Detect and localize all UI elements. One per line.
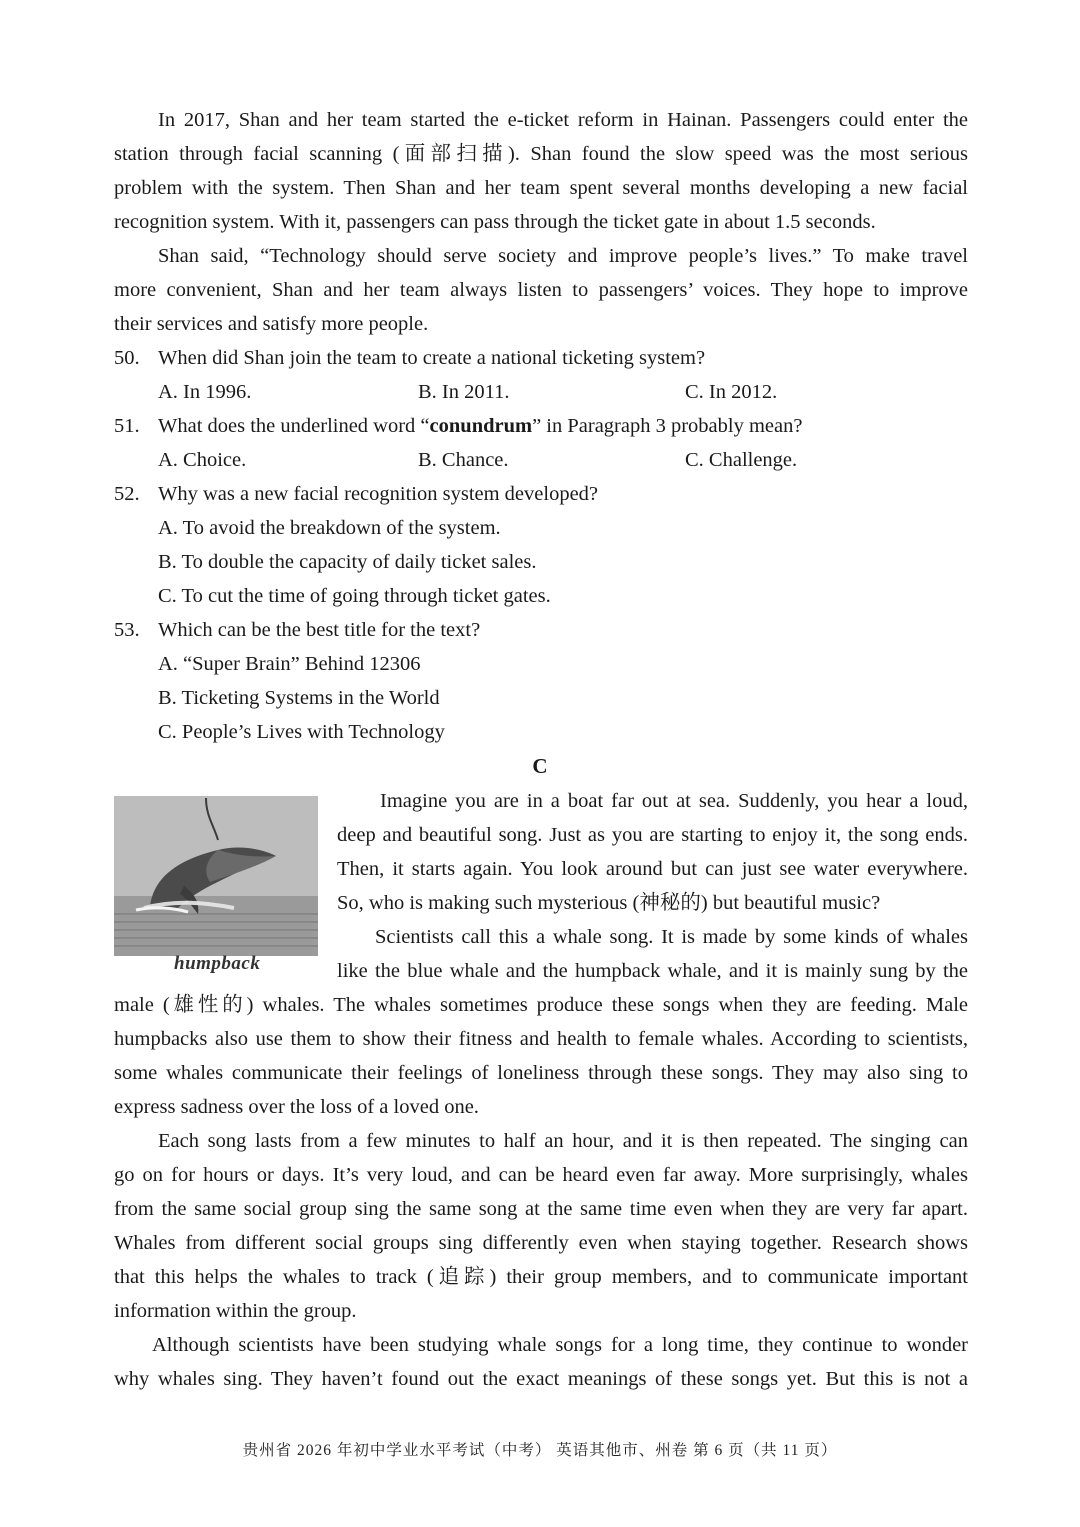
question-number: 51. [114,415,140,437]
passage-line: So, who is making such mysterious (神秘的) but beautiful music? [337,892,881,914]
passage-line: some whales communicate their feelings of loneliness through these songs. They may also sing to [114,1062,968,1084]
passage-line: Imagine you are in a boat far out at sea. Suddenly, you hear a loud, [380,790,968,812]
passage-line: that this helps the whales to track (追踪) their group members, and to communicate important [114,1266,968,1288]
whale-image [114,796,318,956]
image-caption: humpback [174,953,261,974]
passage-line: more convenient, Shan and her team always listen to passengers’ voices. They hope to improve [114,279,968,301]
option-c: C. Challenge. [685,449,798,471]
question-number: 53. [114,619,140,641]
passage-line: express sadness over the loss of a loved one. [114,1096,479,1118]
humpback-whale-icon [114,796,318,956]
option-c: C. In 2012. [685,381,778,403]
question-text: Which can be the best title for the text? [158,619,481,641]
passage-line: humpbacks also use them to show their fitness and health to female whales. According to scientists, [114,1028,968,1050]
passage-line: their services and satisfy more people. [114,313,429,335]
passage-line: Each song lasts from a few minutes to half an hour, and it is then repeated. The singing can [158,1130,968,1152]
question-number: 52. [114,483,140,505]
passage-line: recognition system. With it, passengers can pass through the ticket gate in about 1.5 seconds. [114,211,876,233]
option-a: A. “Super Brain” Behind 12306 [158,653,421,675]
question-text [158,409,802,443]
question-number: 50. [114,347,140,369]
option-a: A. Choice. [158,449,247,471]
passage-line: male (雄性的) whales. The whales sometimes produce these songs when they are feeding. Male [114,994,968,1016]
passage-line: why whales sing. They haven’t found out the exact meanings of these songs yet. But this is not a [114,1368,968,1390]
passage-line: problem with the system. Then Shan and her team spent several months developing a new facial [114,177,968,199]
option-a: A. In 1996. [158,381,252,403]
option-c: C. People’s Lives with Technology [158,721,445,743]
passage-line: information within the group. [114,1300,357,1322]
option-b: B. In 2011. [418,381,510,403]
passage-line: Whales from different social groups sing differently even when staying together. Research shows [114,1232,968,1254]
question-text: Why was a new facial recognition system developed? [158,483,599,505]
option-b: B. Ticketing Systems in the World [158,687,440,709]
option-b: B. Chance. [418,449,509,471]
passage-line: from the same social group sing the same song at the same time even when they are very far apart. [114,1198,968,1220]
passage-line: deep and beautiful song. Just as you are starting to enjoy it, the song ends. [337,824,968,846]
passage-line: In 2017, Shan and her team started the e-ticket reform in Hainan. Passengers could enter the [158,109,968,131]
section-label: C [532,754,548,778]
option-a: A. To avoid the breakdown of the system. [158,517,501,539]
passage-line: Shan said, “Technology should serve society and improve people’s lives.” To make travel [158,245,968,267]
passage-line: Although scientists have been studying whale songs for a long time, they continue to wonder [152,1334,968,1356]
option-b: B. To double the capacity of daily ticket sales. [158,551,537,573]
question-text-before: What does the underlined word “ [158,415,430,437]
page-footer: 贵州省 2026 年初中学业水平考试（中考） 英语其他市、州卷 第 6 页（共 11 页） [242,1442,838,1459]
passage-line: Scientists call this a whale song. It is made by some kinds of whales [375,926,968,948]
passage-line: go on for hours or days. It’s very loud, and can be heard even far away. More surprisingly, whales [114,1164,968,1186]
option-c: C. To cut the time of going through ticket gates. [158,585,551,607]
passage-line: like the blue whale and the humpback whale, and it is mainly sung by the [337,960,968,982]
question-text: When did Shan join the team to create a national ticketing system? [158,347,706,369]
question-text-after: ” in Paragraph 3 probably mean? [532,415,803,437]
underlined-word: conundrum [429,415,533,437]
passage-line: Then, it starts again. You look around but can just see water everywhere. [337,858,968,880]
passage-line: station through facial scanning (面部扫描). Shan found the slow speed was the most serious [114,143,968,165]
